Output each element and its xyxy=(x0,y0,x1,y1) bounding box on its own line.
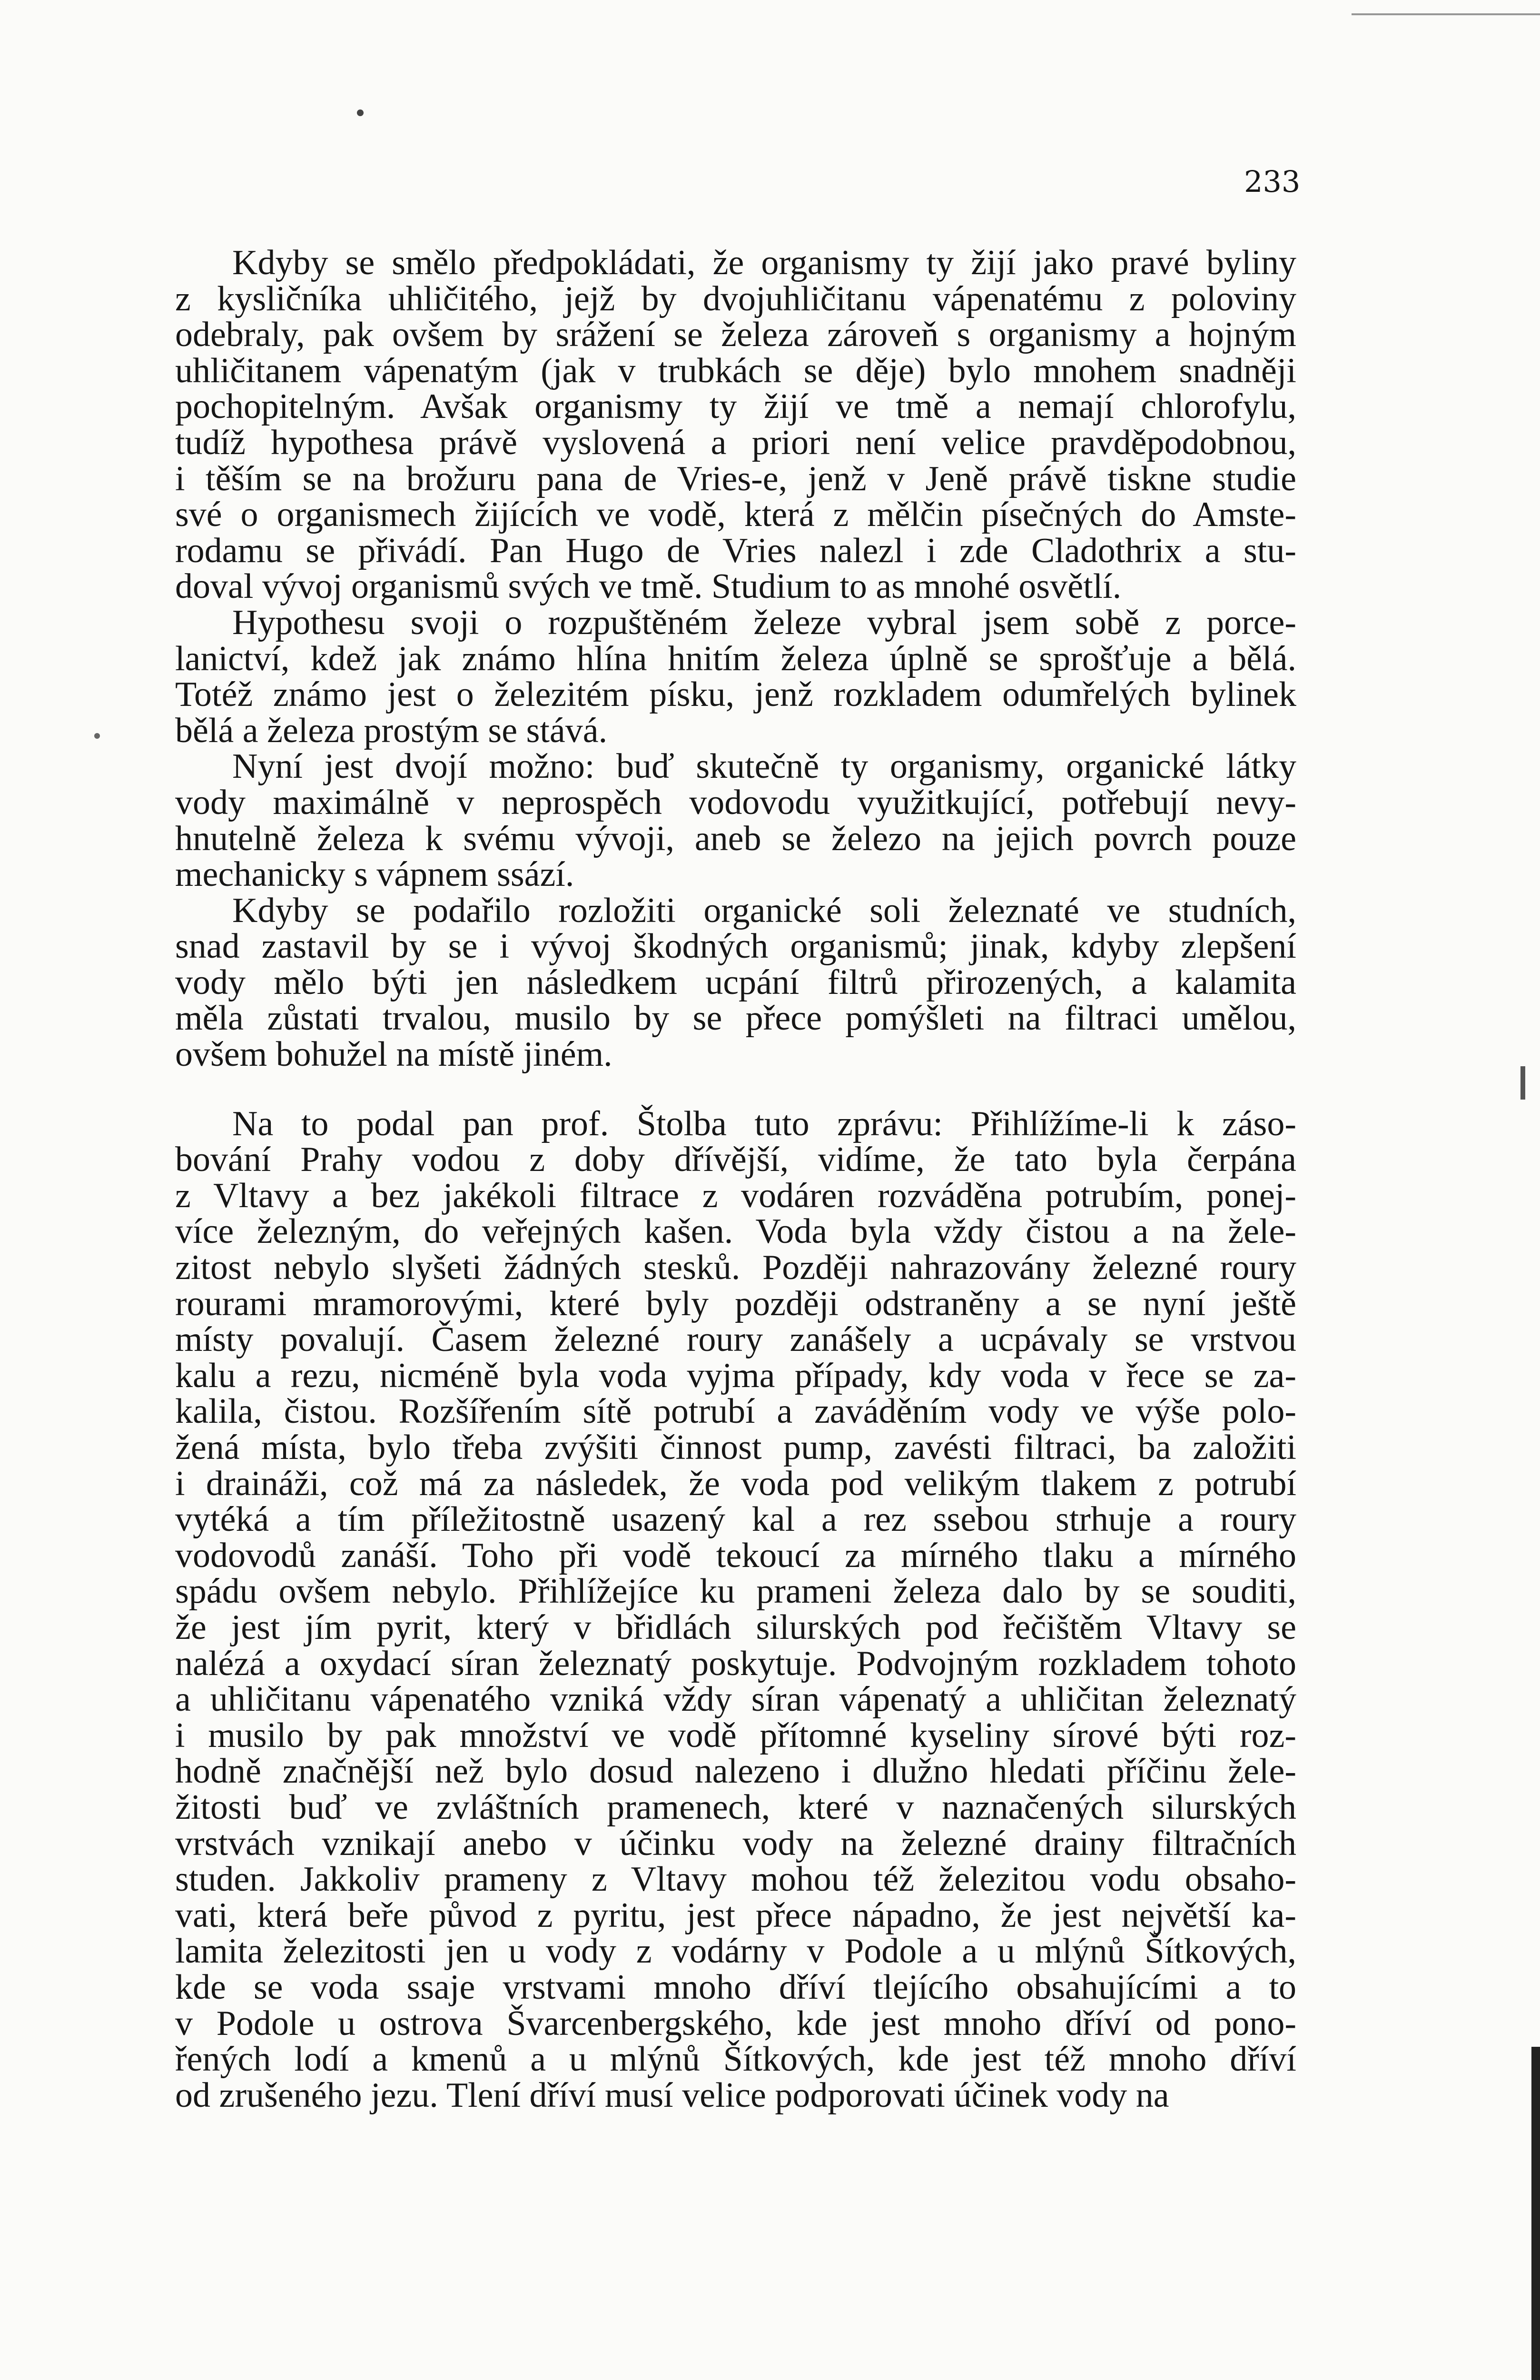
text-line: žitosti buď ve zvláštních pramenech, které v naznačených silurských xyxy=(175,1787,1296,1827)
text-line: vrstvách vznikají anebo v účinku vody na železné drainy filtračních xyxy=(175,1824,1296,1863)
text-line: kalila, čistou. Rozšířením sítě potrubí a zaváděním vody ve výše polo- xyxy=(175,1392,1296,1431)
scan-edge xyxy=(1531,2047,1540,2380)
text-line: zitost nebylo slyšeti žádných stesků. Později nahrazovány železné roury xyxy=(175,1248,1296,1288)
text-line: vody maximálně v neprospěch vodovodu využitkující, potřebují nevy- xyxy=(175,783,1296,822)
scan-speck xyxy=(357,109,364,116)
text-line: z Vltavy a bez jakékoli filtrace z vodáren rozváděna potrubím, ponej- xyxy=(175,1176,1296,1215)
text-line: ovšem bohužel na místě jiném. xyxy=(175,1035,612,1074)
text-line: nalézá a oxydací síran železnatý poskytuje. Podvojným rozkladem tohoto xyxy=(175,1644,1296,1683)
text-line: lamita železitosti jen u vody z vodárny v Podole a u mlýnů Šítkových, xyxy=(175,1932,1296,1971)
scan-edge xyxy=(1352,13,1540,15)
text-line: vodovodů zanáší. Toho při vodě tekoucí za mírného tlaku a mírného xyxy=(175,1536,1296,1575)
text-line: spádu ovšem nebylo. Přihlížejíce ku prameni železa dalo by se souditi, xyxy=(175,1572,1296,1611)
text-line: z kysličníka uhličitého, jejž by dvojuhličitanu vápenatému z poloviny xyxy=(175,279,1296,318)
text-line: Na to podal pan prof. Štolba tuto zprávu: Přihlížíme-li k záso- xyxy=(232,1104,1296,1143)
text-line: hnutelně železa k svému vývoji, aneb se železo na jejich povrch pouze xyxy=(175,819,1296,858)
scan-speck xyxy=(1520,1066,1525,1100)
text-line: studen. Jakkoliv prameny z Vltavy mohou též železitou vodu obsaho- xyxy=(175,1860,1296,1899)
text-line: a uhličitanu vápenatého vzniká vždy síran vápenatý a uhličitan železnatý xyxy=(175,1680,1296,1719)
text-line: od zrušeného jezu. Tlení dříví musí velice podporovati účinek vody na xyxy=(175,2075,1169,2115)
text-line: lanictví, kdež jak známo hlína hnitím železa úplně se sprošťuje a bělá. xyxy=(175,639,1296,678)
text-line: žená místa, bylo třeba zvýšiti činnost pump, zavésti filtraci, ba založiti xyxy=(175,1428,1296,1467)
text-line: měla zůstati trvalou, musilo by se přece pomýšleti na filtraci umělou, xyxy=(175,999,1296,1038)
text-line: bělá a železa prostým se stává. xyxy=(175,711,608,750)
section-gap xyxy=(175,1073,1296,1106)
paragraph xyxy=(175,749,1296,892)
text-line: své o organismech žijících ve vodě, která z mělčin písečných do Amste- xyxy=(175,495,1296,535)
text-line: Totéž známo jest o železitém písku, jenž rozkladem odumřelých bylinek xyxy=(175,675,1296,714)
text-line: kalu a rezu, nicméně byla voda vyjma případy, kdy voda v řece se za- xyxy=(175,1356,1296,1395)
text-line: mechanicky s vápnem ssází. xyxy=(175,855,574,894)
text-line: i těším se na brožuru pana de Vries-e, jenž v Jeně právě tiskne studie xyxy=(175,459,1296,498)
text-line: kde se voda ssaje vrstvami mnoho dříví tlejícího obsahujícími a to xyxy=(175,1967,1296,2007)
paragraph xyxy=(175,893,1296,1073)
text-line: rourami mramorovými, které byly později odstraněny a se nyní ještě xyxy=(175,1284,1296,1323)
text-line: Kdyby se podařilo rozložiti organické soli železnaté ve studních, xyxy=(232,891,1296,930)
paragraph xyxy=(175,1106,1296,2114)
text-line: tudíž hypothesa právě vyslovená a priori není velice pravděpodobnou, xyxy=(175,423,1296,462)
text-line: doval vývoj organismů svých ve tmě. Studium to as mnohé osvětlí. xyxy=(175,567,1122,606)
text-line: hodně značnější než bylo dosud nalezeno i dlužno hledati příčinu žele- xyxy=(175,1752,1296,1791)
text-line: Nyní jest dvojí možno: buď skutečně ty organismy, organické látky xyxy=(232,747,1296,786)
text-line: řených lodí a kmenů a u mlýnů Šítkových, kde jest též mnoho dříví xyxy=(175,2040,1296,2079)
text-line: rodamu se přivádí. Pan Hugo de Vries nalezl i zde Cladothrix a stu- xyxy=(175,531,1296,570)
scan-speck xyxy=(94,733,100,739)
text-line: vytéká a tím příležitostně usazený kal a rez ssebou strhuje a roury xyxy=(175,1500,1296,1539)
text-line: Kdyby se smělo předpokládati, že organismy ty žijí jako pravé byliny xyxy=(232,243,1296,282)
text-line: více železným, do veřejných kašen. Voda byla vždy čistou a na žele- xyxy=(175,1212,1296,1251)
text-line: pochopitelným. Avšak organismy ty žijí ve tmě a nemají chlorofylu, xyxy=(175,387,1296,426)
text-line: Hypothesu svoji o rozpuštěném železe vybral jsem sobě z porce- xyxy=(232,603,1296,642)
text-line: místy povalují. Časem železné roury zanášely a ucpávaly se vrstvou xyxy=(175,1320,1296,1359)
text-line: odebraly, pak ovšem by srážení se železa zároveň s organismy a hojným xyxy=(175,315,1296,355)
text-line: vody mělo býti jen následkem ucpání filtrů přirozených, a kalamita xyxy=(175,962,1296,1002)
text-line: snad zastavil by se i vývoj škodných organismů; jinak, kdyby zlepšení xyxy=(175,927,1296,966)
text-line: uhličitanem vápenatým (jak v trubkách se děje) bylo mnohem snadněji xyxy=(175,351,1296,390)
text-line: i musilo by pak množství ve vodě přítomné kyseliny sírové býti roz- xyxy=(175,1716,1296,1755)
paragraph xyxy=(175,245,1296,605)
text-line: v Podole u ostrova Švarcenbergského, kde jest mnoho dříví od pono- xyxy=(175,2003,1296,2043)
text-line: bování Prahy vodou z doby dřívější, vidíme, že tato byla čerpána xyxy=(175,1140,1296,1180)
text-line: vati, která beře původ z pyritu, jest přece nápadno, že jest největší ka- xyxy=(175,1895,1296,1935)
text-line: i draináži, což má za následek, že voda pod velikým tlakem z potrubí xyxy=(175,1464,1296,1503)
paragraph xyxy=(175,605,1296,749)
text-line: že jest jím pyrit, který v břidlách silurských pod řečištěm Vltavy se xyxy=(175,1607,1296,1647)
body-text xyxy=(175,245,1296,2113)
page-number: 233 xyxy=(1244,164,1301,199)
